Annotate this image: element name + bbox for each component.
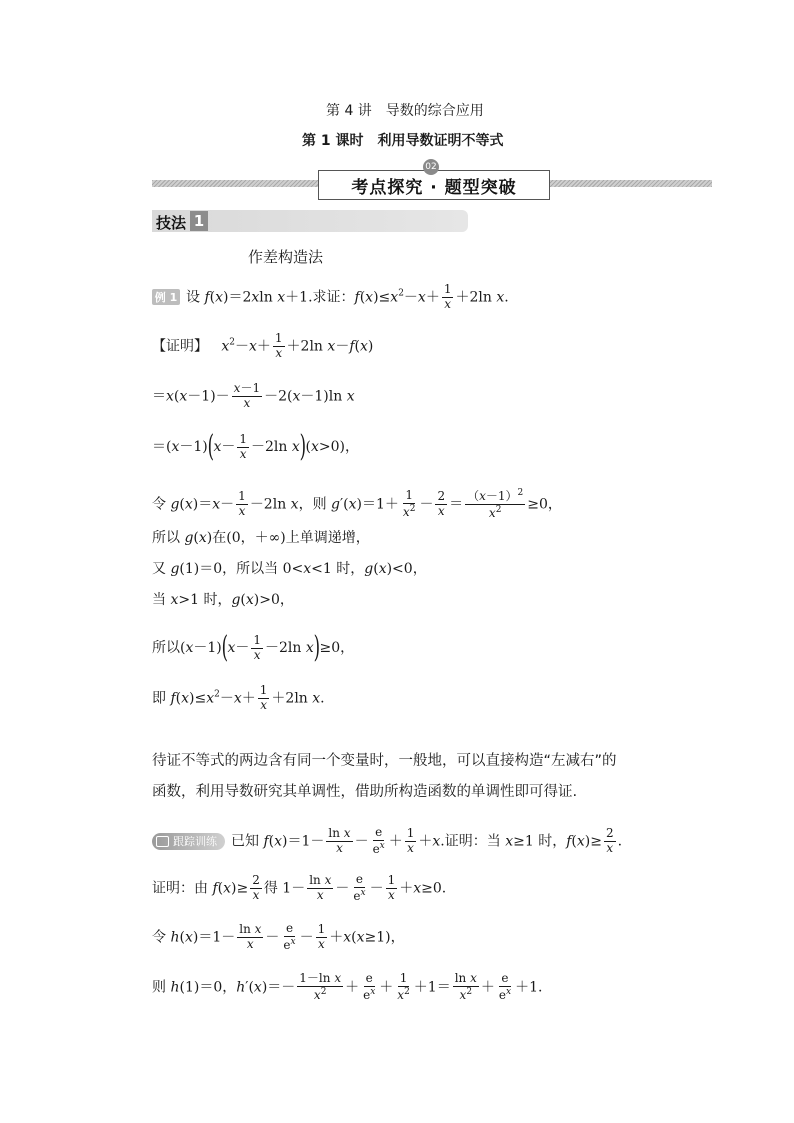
- method-number: 1: [190, 211, 208, 231]
- lesson-title: 第 1 课时 利用导数证明不等式: [302, 133, 504, 149]
- banner-stripe-left: [152, 180, 318, 187]
- section-title: 考点探究 · 题型突破: [318, 170, 550, 200]
- proof-line-9: 即 $f(x)\le x^2-x+$ $\frac{1}{x}$ ＋2ln x.: [152, 683, 325, 712]
- method-name: 作差构造法: [248, 248, 324, 266]
- practice-icon: [156, 836, 169, 847]
- practice-statement: 跟踪训练 已知 f(x)＝1－ $\frac{\text{ln x}}{x}$ － $\frac{e}{e^x}$ ＋ $\frac{1}{x}$ ＋x.证明：当 x≥1 时，f(x)≥ $\frac{2}{x}$ .: [152, 826, 622, 857]
- proof-line-6: 又 g(1)＝0，所以当 0<x<1 时，g(x)<0，: [152, 561, 427, 577]
- proof-line-8: 所以(x－1)(x－ $\frac{1}{x}$ －2ln x)≥0，: [152, 630, 355, 665]
- practice-line-3: 则 h(1)＝0，h′(x)＝－ $\frac{\text{1－ln x}}{x^2}$ ＋ $\frac{e}{e^x}$ ＋ $\frac{1}{x^2}$ ＋1＝ $\frac{\text{ln x}}{x^2}$ ＋ $\frac{e}{e^x}$ ＋1.: [152, 971, 543, 1002]
- example-badge: 例 1: [152, 289, 180, 305]
- proof-line-4: 令 g(x)＝x－ $\frac{1}{x}$ －2ln x，则 g′(x)＝1＋ $\frac{1}{x^2}$ － $\frac{2}{x}$ ＝ $\frac{(x-1)^2}{x^2}$ ≥0，: [152, 488, 562, 520]
- proof-line-2: ＝x(x－1)－ $\frac{x-1}{x}$ －2(x－1)ln x: [152, 381, 355, 410]
- proof-line-7: 当 x>1 时，g(x)>0，: [152, 592, 294, 608]
- practice-line-2: 令 h(x)＝1－ $\frac{\text{ln x}}{x}$ － $\frac{e}{e^x}$ － $\frac{1}{x}$ ＋x(x≥1)，: [152, 921, 405, 952]
- banner-stripe-right: [548, 180, 712, 187]
- proof-line-1: 【证明】 $x^2-x+$ $\frac{1}{x}$ ＋2ln x－f(x): [152, 331, 374, 360]
- practice-badge: 跟踪训练: [152, 833, 225, 850]
- summary-line-1: 待证不等式的两边含有同一个变量时，一般地，可以直接构造“左减右”的: [152, 753, 617, 769]
- practice-line-1: 证明：由 f(x)≥ $\frac{2}{x}$ 得 1－ $\frac{\text{ln x}}{x}$ － $\frac{e}{e^x}$ － $\frac{1}{x}$ ＋x≥0.: [152, 872, 447, 903]
- section-number-badge: 02: [423, 159, 439, 175]
- proof-line-3: ＝(x－1)(x－ $\frac{1}{x}$ －2ln x)(x>0)，: [152, 429, 359, 464]
- summary-line-2: 函数，利用导数研究其单调性，借助所构造函数的单调性即可得证.: [152, 784, 578, 800]
- example-statement: 例 1 设 f(x)＝2xln x＋1.求证：$f(x)\le x^2-x+$ $\frac{1}{x}$ ＋2ln x.: [152, 283, 509, 312]
- proof-line-5: 所以 g(x)在(0，＋∞)上单调递增，: [152, 530, 370, 546]
- lecture-title: 第 4 讲 导数的综合应用: [326, 103, 484, 119]
- method-label: 技法: [156, 214, 187, 232]
